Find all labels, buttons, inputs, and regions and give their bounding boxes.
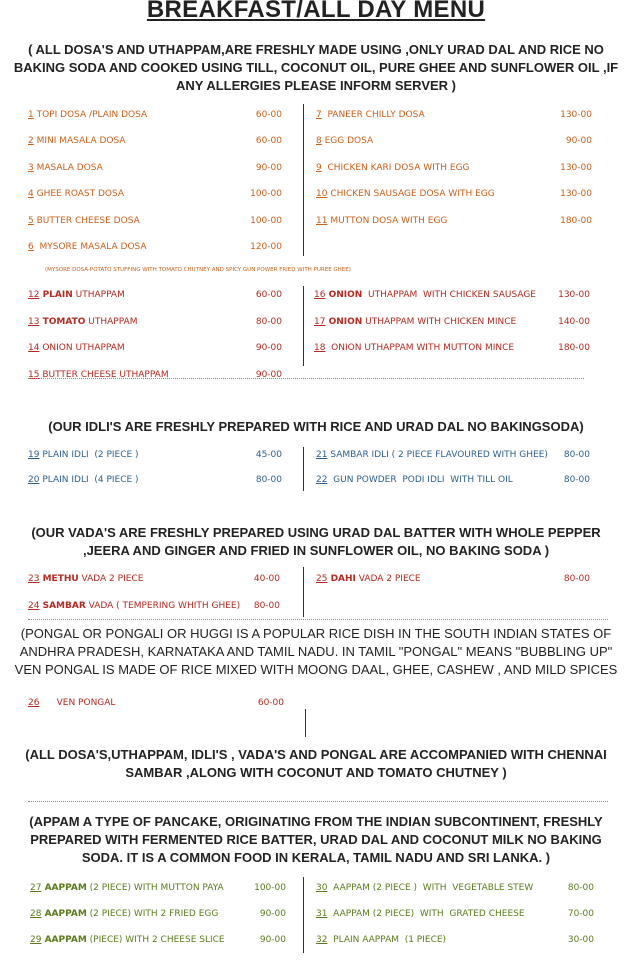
item-price: 80-00: [567, 883, 594, 893]
menu-item: [28, 574, 143, 584]
item-price: 60-00: [257, 698, 284, 708]
item-name: UTHAPPAM WITH CHICKEN MINCE: [362, 316, 517, 327]
item-name: PANEER CHILLY DOSA: [321, 110, 425, 120]
item-name: CHICKEN KARI DOSA WITH EGG: [321, 162, 470, 173]
item-name-emphasis: TOMATO: [39, 316, 86, 327]
item-number: 6: [28, 242, 34, 252]
item-name: VADA 2 PIECE: [355, 574, 421, 584]
menu-item: [314, 290, 536, 300]
item-price: 60-00: [255, 136, 282, 147]
divider-line: [28, 378, 584, 379]
item-number: 24: [28, 601, 40, 611]
item-price: 130-00: [558, 290, 590, 300]
item-price: 90-00: [255, 369, 282, 380]
item-name: GHEE ROAST DOSA: [33, 189, 125, 200]
item-price: 90-00: [255, 162, 282, 173]
item-name-emphasis: ONION: [325, 316, 363, 327]
item-name: MASALA DOSA: [33, 162, 103, 173]
item-price: 60-00: [255, 290, 282, 300]
menu-item: [28, 601, 240, 611]
item-price: 30-00: [567, 935, 594, 945]
item-number: 30: [316, 883, 328, 893]
item-number: 3: [28, 162, 34, 173]
menu-item: [28, 189, 124, 199]
item-number: 7: [316, 110, 322, 120]
menu-item: [316, 574, 421, 584]
item-name: VEN PONGAL: [39, 698, 116, 708]
item-price: 90-00: [259, 935, 286, 945]
item-price: 130-00: [560, 110, 592, 120]
item-name: (2 PIECE) WITH MUTTON PAYA: [86, 883, 224, 893]
menu-title: BREAKFAST/ALL DAY MENU: [146, 0, 486, 23]
divider-line: [28, 619, 608, 620]
item-name: AAPPAM (2 PIECE ) WITH VEGETABLE STEW: [327, 883, 534, 893]
item-price: 140-00: [558, 316, 590, 327]
item-number: 32: [316, 935, 328, 945]
item-name: SAMBAR IDLI ( 2 PIECE FLAVOURED WITH GHEE): [327, 450, 548, 460]
item-price: 130-00: [560, 189, 592, 200]
item-number: 20: [28, 475, 40, 485]
item-name: GUN POWDER PODI IDLI WITH TILL OIL: [327, 475, 513, 485]
menu-item: [316, 189, 495, 199]
appam-divider: [303, 877, 304, 953]
item-name-emphasis: DAHI: [327, 574, 356, 584]
menu-item: [28, 343, 125, 353]
item-number: 15: [28, 369, 40, 380]
appam-note: (APPAM A TYPE OF PANCAKE, ORIGINATING FROM THE INDIAN SUBCONTINENT, FRESHLY PREPARED WITH FERMENTED RICE BATTER, URAD DAL AND COCONUT MILK NO BAKING SODA. IT IS A COMMON FOOD IN KERALA, TAMIL NADU AND SRI LANKA. ): [29, 814, 603, 865]
menu-item: [28, 290, 125, 300]
item-name-emphasis: PLAIN: [39, 290, 73, 300]
item-price: 80-00: [255, 475, 282, 485]
menu-item: [28, 317, 137, 327]
menu-item: [316, 136, 373, 146]
item-number: 13: [28, 316, 40, 327]
item-price: 80-00: [253, 601, 280, 611]
menu-item: [316, 110, 425, 120]
menu-item: [316, 163, 470, 173]
item-name: CHICKEN SAUSAGE DOSA WITH EGG: [327, 189, 495, 200]
item-number: 22: [316, 475, 328, 485]
item-price: 90-00: [255, 343, 282, 353]
menu-item: [28, 163, 103, 173]
item-number: 26: [28, 698, 40, 708]
menu-item: [28, 450, 139, 460]
item-price: 120-00: [250, 242, 282, 252]
menu-item: [316, 450, 548, 460]
item-number: 4: [28, 189, 34, 200]
item-price: 90-00: [259, 909, 286, 919]
item-name: BUTTER CHEESE DOSA: [33, 215, 140, 226]
item-number: 16: [314, 290, 326, 300]
item-number: 28: [30, 909, 42, 919]
item-name: PLAIN IDLI (4 PIECE ): [39, 475, 139, 485]
item-number: 19: [28, 450, 40, 460]
item-price: 80-00: [255, 316, 282, 327]
item-name: PLAIN IDLI (2 PIECE ): [39, 450, 139, 460]
vada-divider: [303, 567, 304, 617]
item-number: 2: [28, 136, 34, 147]
menu-item: [30, 883, 224, 893]
item-number: 17: [314, 316, 326, 327]
item-number: 8: [316, 136, 322, 147]
item-number: 14: [28, 343, 40, 353]
item-name: UTHAPPAM WITH CHICKEN SAUSAGE: [362, 290, 536, 300]
menu-item: [314, 343, 514, 353]
item-name: AAPPAM (2 PIECE) WITH GRATED CHEESE: [327, 909, 525, 919]
item-name: VADA ( TEMPERING WHITH GHEE): [85, 601, 241, 611]
item-price: 180-00: [560, 215, 592, 226]
item-number: 11: [316, 215, 328, 226]
item-price: 90-00: [565, 136, 592, 147]
menu-item: [28, 136, 126, 146]
divider-line: [28, 801, 608, 802]
item-name: MUTTON DOSA WITH EGG: [327, 215, 448, 226]
item-price: 40-00: [253, 574, 280, 584]
uthappam-divider: [303, 286, 304, 366]
item-number: 23: [28, 574, 40, 584]
item-name-emphasis: AAPPAM: [41, 935, 87, 945]
item-price: 180-00: [558, 343, 590, 353]
item-price: 45-00: [255, 450, 282, 460]
menu-item: [30, 935, 225, 945]
idli-divider: [303, 447, 304, 491]
menu-item: [316, 909, 525, 919]
menu-item: [28, 216, 140, 226]
menu-item: [314, 317, 516, 327]
item-number: 5: [28, 215, 34, 226]
item-name: EGG DOSA: [321, 136, 374, 147]
item-price: 80-00: [563, 574, 590, 584]
menu-item: [316, 935, 446, 945]
item-name: ONION UTHAPPAM WITH MUTTON MINCE: [325, 343, 515, 353]
item-number: 9: [316, 162, 322, 173]
accompaniment-note: (ALL DOSA'S,UTHAPPAM, IDLI'S , VADA'S AND PONGAL ARE ACCOMPANIED WITH CHENNAI SAMBAR ,ALONG WITH COCONUT AND TOMATO CHUTNEY ): [25, 747, 607, 780]
item-name: MINI MASALA DOSA: [33, 136, 126, 147]
item-name-emphasis: SAMBAR: [39, 601, 86, 611]
item-number: 10: [316, 189, 328, 200]
menu-item: [30, 909, 218, 919]
idli-note: (OUR IDLI'S ARE FRESHLY PREPARED WITH RICE AND URAD DAL NO BAKINGSODA): [48, 419, 584, 434]
item-name: TOPI DOSA /PLAIN DOSA: [33, 110, 148, 120]
item-number: 25: [316, 574, 328, 584]
item-number: 18: [314, 343, 326, 353]
menu-item: [316, 475, 513, 485]
item-name-emphasis: AAPPAM: [41, 909, 87, 919]
dosa-divider: [303, 104, 304, 256]
item-price: 80-00: [563, 475, 590, 485]
item-name-emphasis: METHU: [39, 574, 79, 584]
item-name: VADA 2 PIECE: [78, 574, 144, 584]
item-name: UTHAPPAM: [85, 316, 138, 327]
item-name-emphasis: AAPPAM: [41, 883, 87, 893]
item-price: 60-00: [255, 110, 282, 120]
menu-item: [28, 475, 139, 485]
menu-item: [28, 698, 115, 708]
pongal-note: (PONGAL OR PONGALI OR HUGGI IS A POPULAR RICE DISH IN THE SOUTH INDIAN STATES OF ANDHRA PRADESH, KARNATAKA AND TAMIL NADU. IN TAMIL "PONGAL" MEANS "BUBBLING UP" VEN PONGAL IS MADE OF RICE MIXED WITH MOONG DAAL, GHEE, CASHEW , AND MILD SPICES: [14, 626, 618, 677]
item-name: ONION UTHAPPAM: [39, 343, 125, 353]
item-number: 1: [28, 110, 34, 120]
menu-item: [28, 242, 147, 252]
item-name: BUTTER CHEESE UTHAPPAM: [39, 369, 169, 380]
mysore-note: (MYSORE DOSA-POTATO STUFFING WITH TOMATO CHUTNEY AND SPICY GUN POWER FRIED WITH PUREE GHEE): [45, 267, 351, 273]
item-number: 12: [28, 290, 40, 300]
item-price: 100-00: [250, 215, 282, 226]
item-name: (PIECE) WITH 2 CHEESE SLICE: [86, 935, 225, 945]
item-name: PLAIN AAPPAM (1 PIECE): [327, 935, 447, 945]
item-name: (2 PIECE) WITH 2 FRIED EGG: [86, 909, 219, 919]
item-price: 80-00: [563, 450, 590, 460]
item-number: 31: [316, 909, 328, 919]
menu-item: [28, 110, 147, 120]
item-price: 100-00: [254, 883, 286, 893]
item-name: MYSORE MASALA DOSA: [33, 242, 147, 252]
item-number: 27: [30, 883, 42, 893]
item-price: 130-00: [560, 162, 592, 173]
item-name-emphasis: ONION: [325, 290, 363, 300]
item-price: 100-00: [250, 189, 282, 200]
item-number: 29: [30, 935, 42, 945]
menu-item: [316, 883, 533, 893]
menu-item: [316, 216, 447, 226]
vada-note: (OUR VADA'S ARE FRESHLY PREPARED USING URAD DAL BATTER WITH WHOLE PEPPER ,JEERA AND GINGER AND FRIED IN SUNFLOWER OIL, NO BAKING SODA ): [31, 525, 601, 558]
pongal-divider: [305, 709, 306, 737]
item-price: 70-00: [567, 909, 594, 919]
dosa-note: ( ALL DOSA'S AND UTHAPPAM,ARE FRESHLY MADE USING ,ONLY URAD DAL AND RICE NO BAKING SODA AND COOKED USING TILL, COCONUT OIL, PURE GHEE AND SUNFLOWER OIL ,IF ANY ALLERGIES PLEASE INFORM SERVER ): [13, 42, 619, 93]
item-name: UTHAPPAM: [72, 290, 125, 300]
item-number: 21: [316, 450, 328, 460]
